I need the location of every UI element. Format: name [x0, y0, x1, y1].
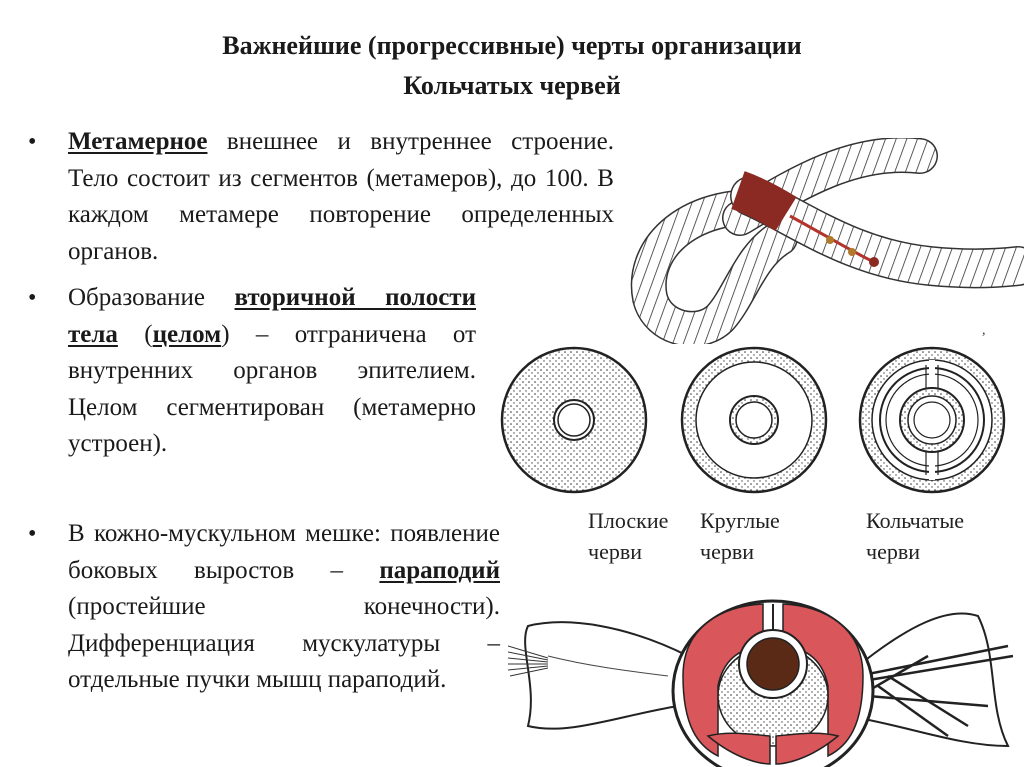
annelid-cross-section [856, 345, 1008, 495]
polychaete-cross-section [508, 586, 1024, 767]
term-coelom: целом [152, 320, 222, 348]
term-metamerism: Метамерное [68, 128, 208, 155]
bullet-text-pre: В кожно-мускульном мешке: появление боковых выростов – [68, 520, 500, 584]
term-parapodia: параподий [379, 556, 500, 584]
bullet-dot: • [28, 285, 37, 311]
caption-line: Круглые [700, 508, 780, 533]
term-secondary-cavity: вторичной полости тела [68, 284, 476, 348]
bullet-parapodia [28, 516, 500, 699]
earthworm-illustration [630, 138, 1024, 344]
bullet-text: ) – отграничена от внутренних органов эпителием. Целом сегментирован (метамерно устроен). [68, 320, 476, 457]
bullet-text: (простейшие конечности). Дифференциация мускулатуры – отдельные пучки мышц параподий. [68, 593, 500, 693]
bullet-coelom [28, 280, 476, 463]
caption-roundworms [700, 505, 780, 567]
bullet-metamerism [28, 124, 614, 270]
title-line-1: Важнейшие (прогрессивные) черты организации [222, 31, 802, 60]
svg-text:,: , [982, 323, 986, 338]
caption-line: Плоские [588, 508, 669, 533]
title-line-2: Кольчатых червей [403, 71, 621, 100]
caption-line: черви [700, 539, 754, 564]
caption-flatworms [588, 505, 668, 567]
bullet-text: внешнее и внутреннее строение. Тело состоит из сегментов (метамеров), до 100. В каждом метамере повторение определенных органов. [68, 128, 614, 265]
page-title [0, 26, 1024, 106]
bullet-text-mid: ( [117, 320, 153, 348]
caption-annelids [866, 505, 964, 567]
caption-line: черви [588, 539, 642, 564]
roundworm-cross-section [678, 345, 830, 495]
bullet-dot: • [28, 129, 37, 155]
clitellum [738, 190, 786, 214]
flatworm-cross-section [498, 345, 650, 495]
bullet-text-pre: Образование [68, 284, 235, 311]
caption-line: черви [866, 539, 920, 564]
bullet-dot: • [28, 521, 37, 547]
caption-line: Кольчатые [866, 508, 965, 533]
